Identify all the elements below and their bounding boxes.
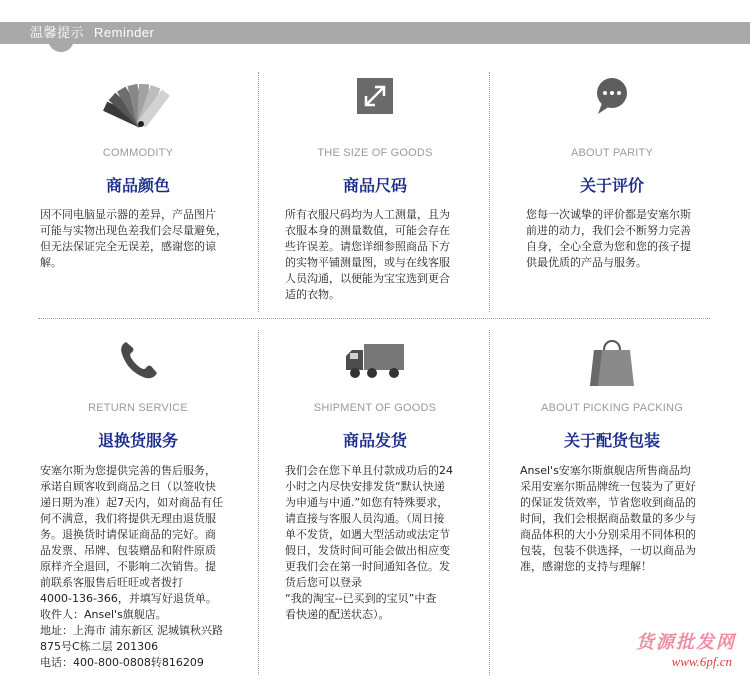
parity-title: 关于评价: [579, 176, 644, 195]
parity-en-label: ABOUT PARITY: [570, 147, 654, 159]
title-cn: 温馨提示: [30, 25, 85, 40]
packing-title: 关于配货包装: [563, 431, 660, 450]
shopping-bag-icon: [588, 334, 636, 388]
packing-en-label: ABOUT PICKING PACKING: [541, 402, 683, 414]
watermark-url: www.6pf.cn: [671, 654, 732, 669]
packing-description: Ansel's安塞尔斯旗舰店所售商品均 采用安塞尔斯品牌统一包装为了更好 的保证发货效率，节省您收到商品的 时间，我们会根据商品数量的多少与 商品体积的大小分别采用不同体积的 包装，包装不供选择，一切以商品为 准，感谢您的支持与理解！: [520, 464, 696, 573]
delivery-truck-icon: [344, 342, 406, 380]
info-card-parity: [492, 0, 732, 320]
title-en: Reminder: [94, 25, 155, 40]
size-en-label: THE SIZE OF GOODS: [317, 147, 433, 159]
size-title: 商品尺码: [342, 176, 407, 195]
parity-description: 您每一次诚挚的评价都是安塞尔斯 前进的动力，我们会不断努力完善 自身，全心全意为您和您的孩子提 供最优质的产品与服务。: [526, 208, 691, 269]
return-title: 退换货服务: [97, 431, 178, 450]
resize-arrow-icon: [357, 78, 393, 114]
commodity-description: 因不同电脑显示器的差异，产品图片 可能与实物出现色差我们会尽量避免， 但无法保证完全无误差，感谢您的谅 解。: [40, 208, 227, 269]
shipment-en-label: SHIPMENT OF GOODS: [313, 402, 437, 414]
size-description: 所有衣服尺码均为人工测量，且为 衣服本身的测量数值，可能会存在 些许误差。请您详细参照商品下方 的实物平铺测量图，或与在线客服 人员沟通，以便能为宝宝选到更合 适的衣物。: [285, 208, 450, 301]
watermark-logo-text: 货源批发网: [636, 632, 736, 653]
color-swatch-fan-icon: [103, 78, 173, 128]
shipment-title: 商品发货: [342, 431, 407, 450]
chat-bubble-icon: [592, 76, 632, 116]
info-card-shipment: [255, 330, 495, 680]
phone-icon: [116, 338, 160, 382]
info-card-size: [255, 0, 495, 320]
info-card-commodity: [18, 0, 258, 320]
return-description: 安塞尔斯为您提供完善的售后服务， 承诺自顾客收到商品之日（以签收快 递日期为准）起7天内，如对商品有任 何不满意，我们将提供无理由退货服 务。退换货时请保证商品的完好。商 品发票、吊牌、包装赠品和附件原质 原样齐全退回，不影响二次销售。提 前联系客服售后旺旺或者拨打 4000-136-366，并填写好退货单。 收件人：Ansel's旗舰店。 地址：上海市 浦东新区 泥城镇秋兴路 875号C栋二层 201306 电话：400-800-0808转816209: [40, 464, 223, 669]
commodity-title: 商品颜色: [105, 176, 170, 195]
info-card-return-service: [18, 330, 258, 680]
commodity-en-label: COMMODITY: [102, 147, 174, 159]
shipment-description: 我们会在您下单且付款成功后的24 小时之内尽快安排发货“默认快递 为申通与中通.”如您有特殊要求， 请直接与客服人员沟通。（周日接 单不发货，如遇大型活动或法定节 假日，发货时间可能会做出相应变 更我们会在第一时间通知各位。发 货后您可以登录 “我的淘宝--已买到的宝贝”中查 看快递的配送状态）。: [285, 464, 453, 621]
return-en-label: RETURN SERVICE: [88, 402, 188, 414]
